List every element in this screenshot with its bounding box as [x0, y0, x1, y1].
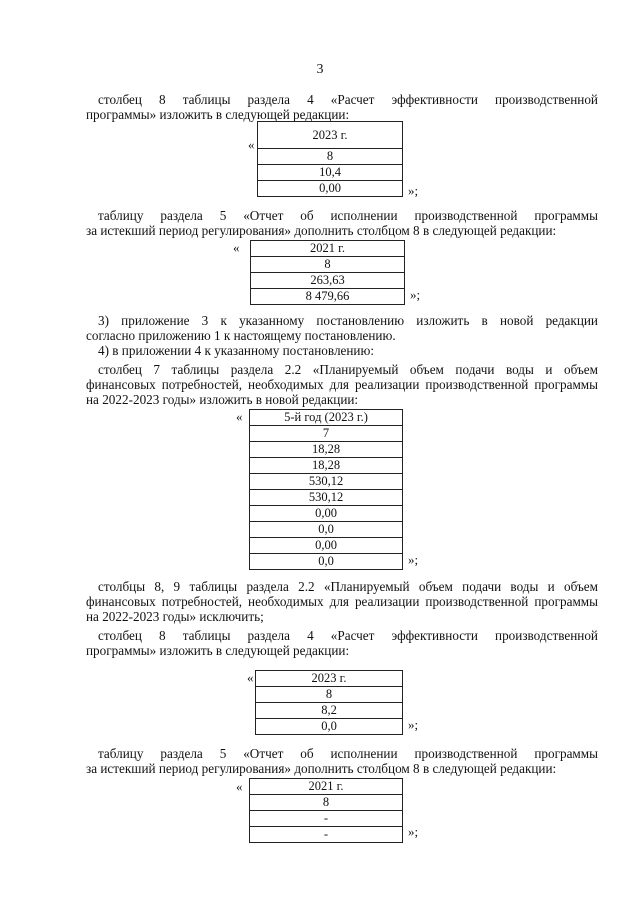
paragraph-line: 3) приложение 3 к указанному постановлению изложить в новой редакции	[98, 313, 598, 328]
paragraph-line: таблицу раздела 5 «Отчет об исполнении производственной программы	[98, 208, 598, 223]
table-cell: 2021 г.	[250, 779, 403, 795]
paragraph-line: 4) в приложении 4 к указанному постановлению:	[98, 343, 375, 358]
table-col8-section4	[257, 121, 403, 197]
paragraph-line: за истекший период регулирования» дополнить столбцом 8 в следующей редакции:	[86, 223, 557, 238]
table-cell: 10,4	[258, 165, 403, 181]
table-cell: 18,28	[250, 442, 403, 458]
table-cell: -	[250, 827, 403, 843]
paragraph-line: таблицу раздела 5 «Отчет об исполнении производственной программы	[98, 746, 598, 761]
paragraph-line: за истекший период регулирования» дополнить столбцом 8 в следующей редакции:	[86, 761, 557, 776]
paragraph-line: программы» изложить в следующей редакции:	[86, 107, 350, 122]
table-cell: 2021 г.	[251, 241, 405, 257]
table-cell: 18,28	[250, 458, 403, 474]
table-cell: 8	[256, 687, 403, 703]
table-cell: 2023 г.	[256, 671, 403, 687]
table-col8-section4-b	[255, 670, 403, 735]
open-quote: «	[236, 409, 243, 424]
table-cell: 0,00	[258, 181, 403, 197]
table-cell: 8,2	[256, 703, 403, 719]
table-cell: 8	[250, 795, 403, 811]
table-cell: 530,12	[250, 474, 403, 490]
close-quote: »;	[408, 824, 419, 839]
table-cell: 0,0	[250, 522, 403, 538]
paragraph-line: столбцы 8, 9 таблицы раздела 2.2 «Планируемый объем подачи воды и объем	[98, 579, 598, 594]
table-cell: 8 479,66	[251, 289, 405, 305]
paragraph-line: столбец 8 таблицы раздела 4 «Расчет эффективности производственной	[98, 92, 598, 107]
table-cell: -	[250, 811, 403, 827]
table-cell: 7	[250, 426, 403, 442]
open-quote: «	[233, 240, 240, 255]
page-number: 3	[316, 62, 324, 77]
table-col7-section2-2	[249, 409, 403, 570]
paragraph-line: на 2022-2023 годы» исключить;	[86, 609, 264, 624]
table-cell: 0,0	[250, 554, 403, 570]
table-cell: 0,00	[250, 538, 403, 554]
table-cell: 263,63	[251, 273, 405, 289]
paragraph-line: на 2022-2023 годы» изложить в новой редакции:	[86, 392, 359, 407]
paragraph-line: согласно приложению 1 к настоящему постановлению.	[86, 328, 396, 343]
table-cell: 0,0	[256, 719, 403, 735]
paragraph-line: столбец 7 таблицы раздела 2.2 «Планируемый объем подачи воды и объем	[98, 362, 598, 377]
close-quote: »;	[410, 287, 421, 302]
close-quote: »;	[408, 717, 419, 732]
table-cell: 2023 г.	[258, 122, 403, 149]
paragraph-line: программы» изложить в следующей редакции:	[86, 643, 350, 658]
table-cell: 8	[251, 257, 405, 273]
open-quote: «	[247, 670, 254, 685]
close-quote: »;	[408, 183, 419, 198]
table-col8-section5	[250, 240, 405, 305]
table-col8-section5-b	[249, 778, 403, 843]
paragraph-line: финансовых потребностей, необходимых для реализации производственной программы	[86, 594, 598, 609]
open-quote: «	[236, 779, 243, 794]
table-cell: 8	[258, 149, 403, 165]
open-quote: «	[248, 137, 255, 152]
table-cell: 530,12	[250, 490, 403, 506]
table-cell: 5-й год (2023 г.)	[250, 410, 403, 426]
paragraph-line: финансовых потребностей, необходимых для реализации производственной программы	[86, 377, 598, 392]
table-cell: 0,00	[250, 506, 403, 522]
paragraph-line: столбец 8 таблицы раздела 4 «Расчет эффективности производственной	[98, 628, 598, 643]
close-quote: »;	[408, 552, 419, 567]
